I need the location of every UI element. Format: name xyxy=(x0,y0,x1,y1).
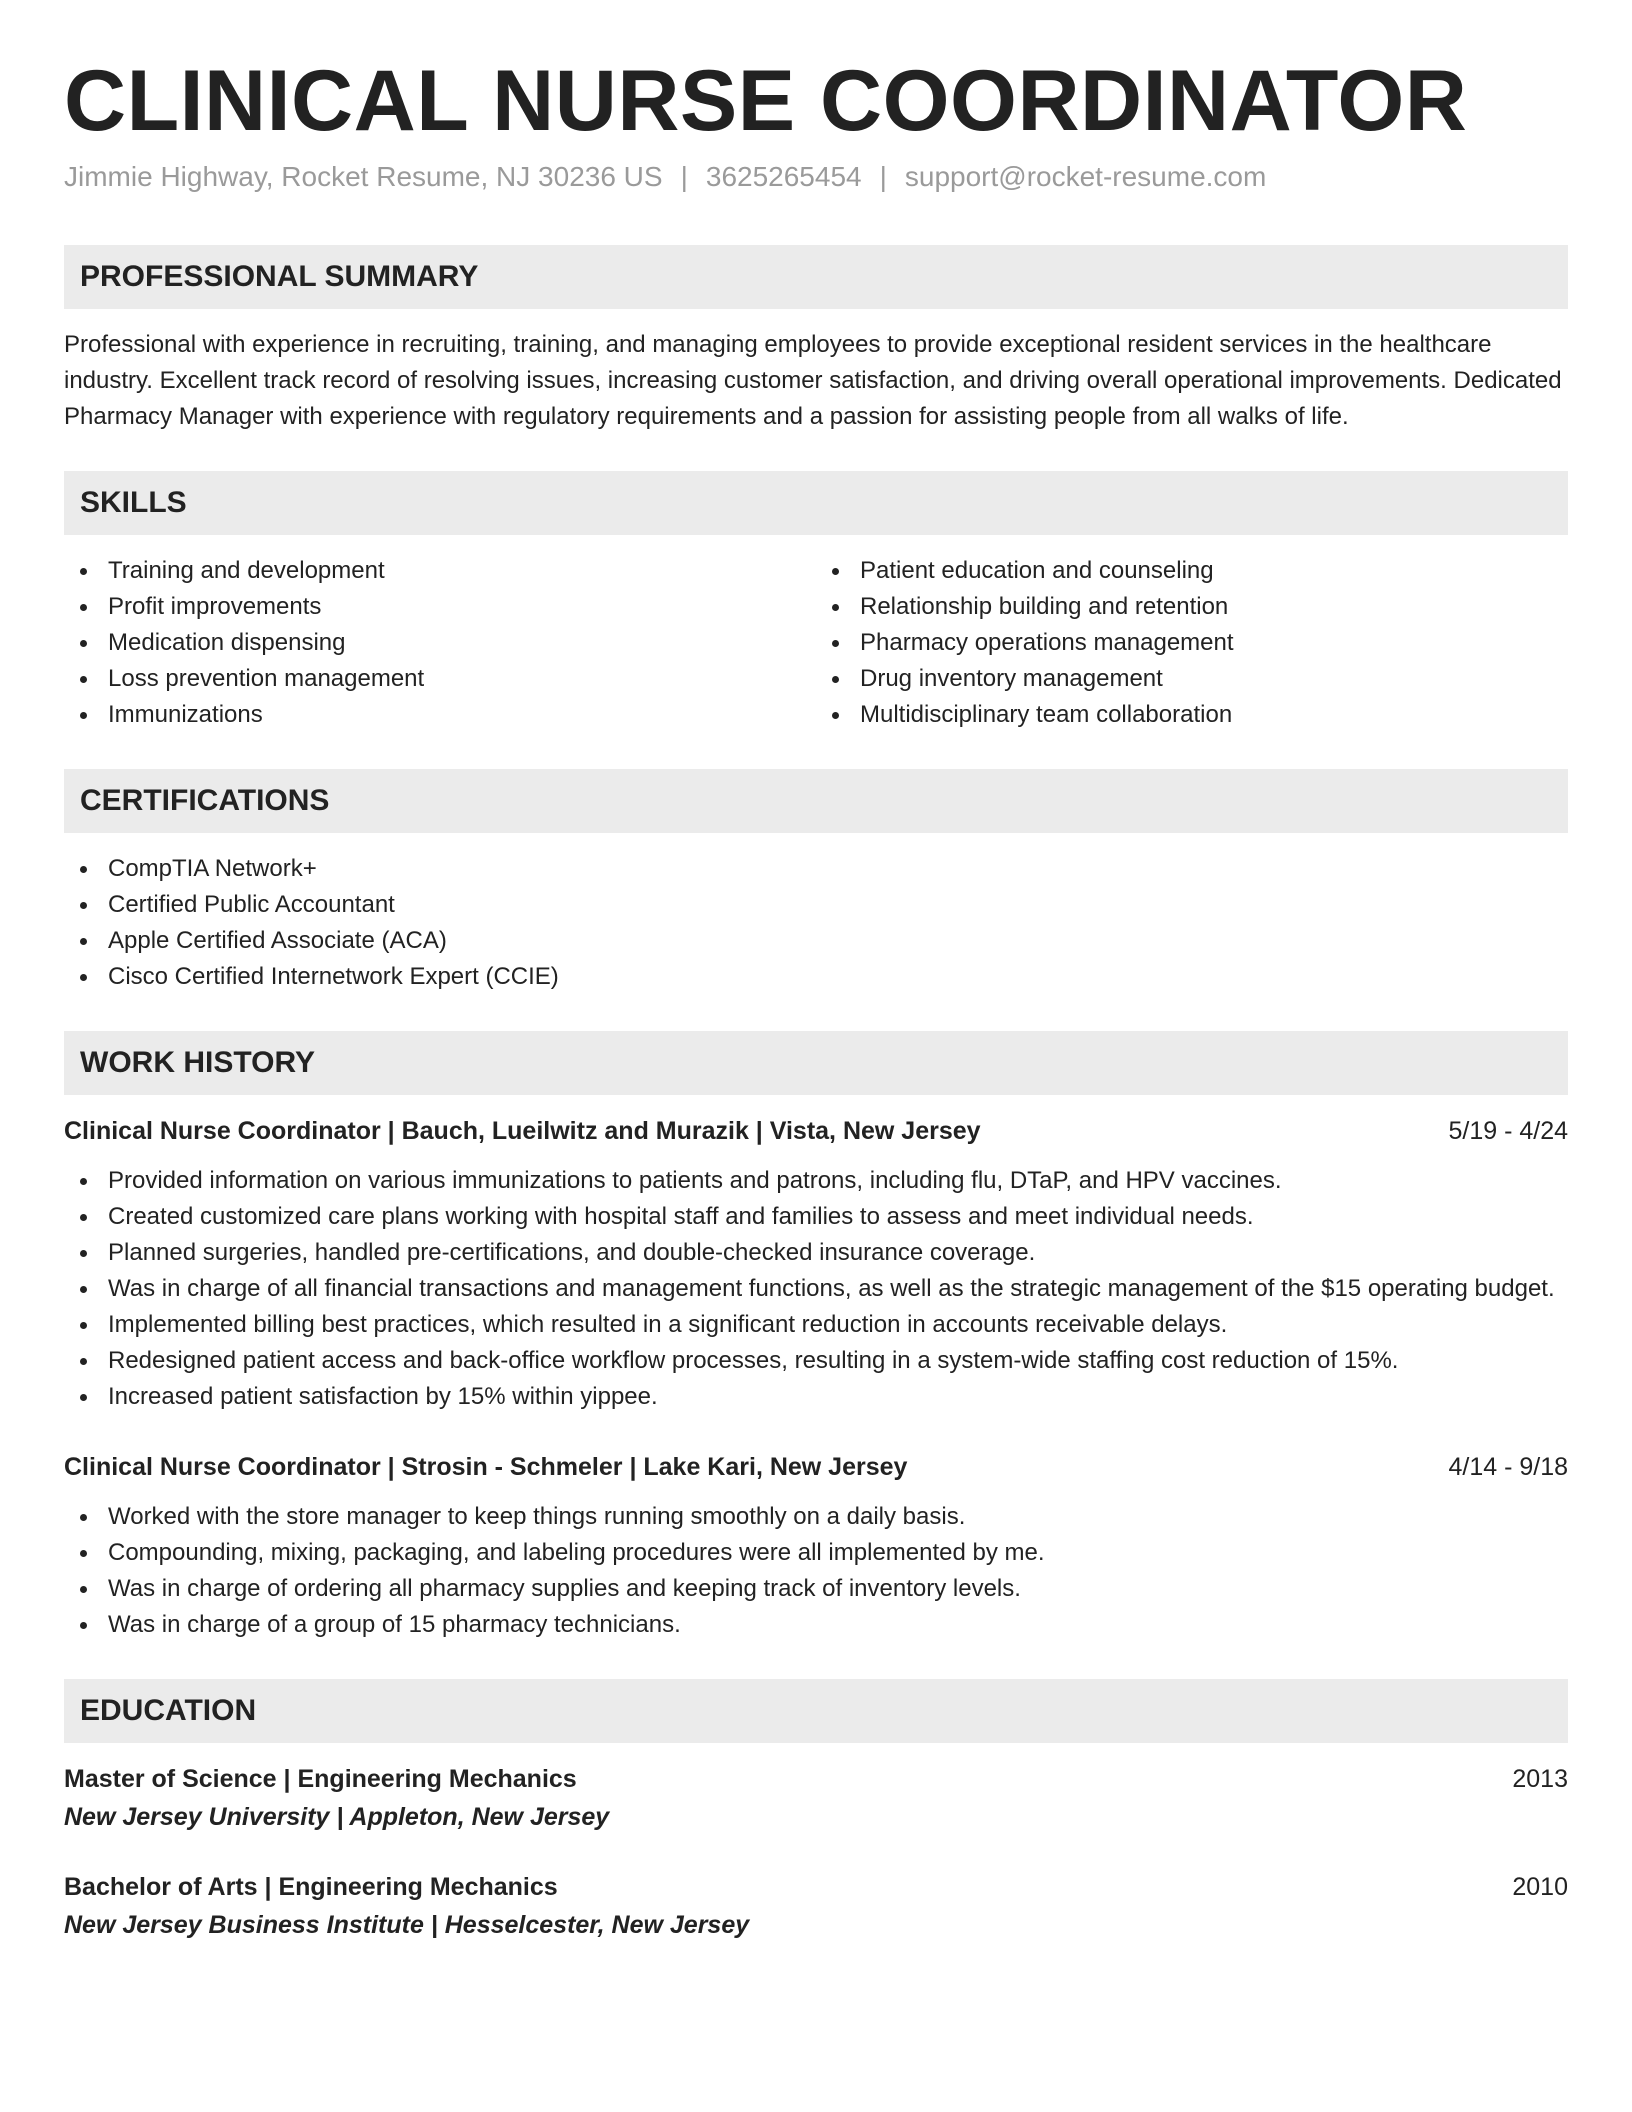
section-header-skills: SKILLS xyxy=(64,471,1568,535)
certification-item: Cisco Certified Internetwork Expert (CCIE) xyxy=(64,959,1568,995)
certification-item: CompTIA Network+ xyxy=(64,851,1568,887)
job-title: Clinical Nurse Coordinator | Bauch, Lueilwitz and Murazik | Vista, New Jersey xyxy=(64,1116,981,1145)
job-dates: 4/14 - 9/18 xyxy=(1448,1452,1568,1481)
contact-address: Jimmie Highway, Rocket Resume, NJ 30236 US xyxy=(64,160,663,192)
skills-column-right xyxy=(816,553,1568,733)
contact-separator: | xyxy=(879,160,887,192)
job-bullet: Was in charge of ordering all pharmacy supplies and keeping track of inventory levels. xyxy=(64,1571,1568,1607)
job-bullet: Increased patient satisfaction by 15% within yippee. xyxy=(64,1379,1568,1415)
skill-item: Patient education and counseling xyxy=(816,553,1568,589)
education-school: New Jersey University | Appleton, New Jersey xyxy=(64,1802,610,1831)
job-bullets xyxy=(64,1499,1568,1643)
education-entry xyxy=(64,1869,1568,1943)
contact-line xyxy=(64,161,1568,193)
certification-item: Apple Certified Associate (ACA) xyxy=(64,923,1568,959)
skills-right-list xyxy=(816,553,1568,733)
skill-item: Immunizations xyxy=(64,697,816,733)
job-bullet: Provided information on various immunizations to patients and patrons, including flu, DTaP, and HPV vaccines. xyxy=(64,1163,1568,1199)
skill-item: Training and development xyxy=(64,553,816,589)
job-dates: 5/19 - 4/24 xyxy=(1448,1116,1568,1145)
job-bullets xyxy=(64,1163,1568,1415)
job-header xyxy=(64,1449,1568,1485)
skill-item: Loss prevention management xyxy=(64,661,816,697)
skill-item: Profit improvements xyxy=(64,589,816,625)
education-degree: Bachelor of Arts | Engineering Mechanics xyxy=(64,1872,558,1901)
skills-list xyxy=(64,553,1568,733)
skill-item: Multidisciplinary team collaboration xyxy=(816,697,1568,733)
skill-item: Medication dispensing xyxy=(64,625,816,661)
job-entry xyxy=(64,1449,1568,1643)
job-bullet: Implemented billing best practices, which resulted in a significant reduction in accounts receivable delays. xyxy=(64,1307,1568,1343)
section-header-work-history: WORK HISTORY xyxy=(64,1031,1568,1095)
job-entry xyxy=(64,1113,1568,1415)
education-entry xyxy=(64,1761,1568,1835)
resume-name: CLINICAL NURSE COORDINATOR xyxy=(64,53,1468,149)
certifications-list xyxy=(64,851,1568,995)
job-bullet: Was in charge of all financial transactions and management functions, as well as the strategic management of the $15 operating budget. xyxy=(64,1271,1568,1307)
job-bullet: Was in charge of a group of 15 pharmacy technicians. xyxy=(64,1607,1568,1643)
education-school: New Jersey Business Institute | Hesselcester, New Jersey xyxy=(64,1910,750,1939)
skill-item: Pharmacy operations management xyxy=(816,625,1568,661)
education-degree: Master of Science | Engineering Mechanics xyxy=(64,1764,577,1793)
section-header-certifications: CERTIFICATIONS xyxy=(64,769,1568,833)
skill-item: Relationship building and retention xyxy=(816,589,1568,625)
job-bullet: Created customized care plans working with hospital staff and families to assess and meet individual needs. xyxy=(64,1199,1568,1235)
section-header-education: EDUCATION xyxy=(64,1679,1568,1743)
contact-email: support@rocket-resume.com xyxy=(904,160,1267,192)
job-bullet: Compounding, mixing, packaging, and labeling procedures were all implemented by me. xyxy=(64,1535,1568,1571)
education-year: 2013 xyxy=(1512,1764,1568,1793)
section-header-summary: PROFESSIONAL SUMMARY xyxy=(64,245,1568,309)
skills-column-left xyxy=(64,553,816,733)
education-header xyxy=(64,1761,1568,1797)
job-bullet: Planned surgeries, handled pre-certifications, and double-checked insurance coverage. xyxy=(64,1235,1568,1271)
certification-item: Certified Public Accountant xyxy=(64,887,1568,923)
job-title: Clinical Nurse Coordinator | Strosin - Schmeler | Lake Kari, New Jersey xyxy=(64,1452,908,1481)
education-header xyxy=(64,1869,1568,1905)
skill-item: Drug inventory management xyxy=(816,661,1568,697)
job-header xyxy=(64,1113,1568,1149)
summary-text: Professional with experience in recruiting, training, and managing employees to provide exceptional resident services in the healthcare industry. Excellent track record of resolving issues, increasing customer satisfaction, and driving overall operational improvements. Dedicated Pharmacy Manager with experience with regulatory requirements and a passion for assisting people from all walks of life. xyxy=(64,330,1562,430)
contact-phone: 3625265454 xyxy=(705,160,862,192)
job-bullet: Worked with the store manager to keep things running smoothly on a daily basis. xyxy=(64,1499,1568,1535)
job-bullet: Redesigned patient access and back-office workflow processes, resulting in a system-wide staffing cost reduction of 15%. xyxy=(64,1343,1568,1379)
skills-left-list xyxy=(64,553,816,733)
education-year: 2010 xyxy=(1512,1872,1568,1901)
contact-separator: | xyxy=(680,160,688,192)
